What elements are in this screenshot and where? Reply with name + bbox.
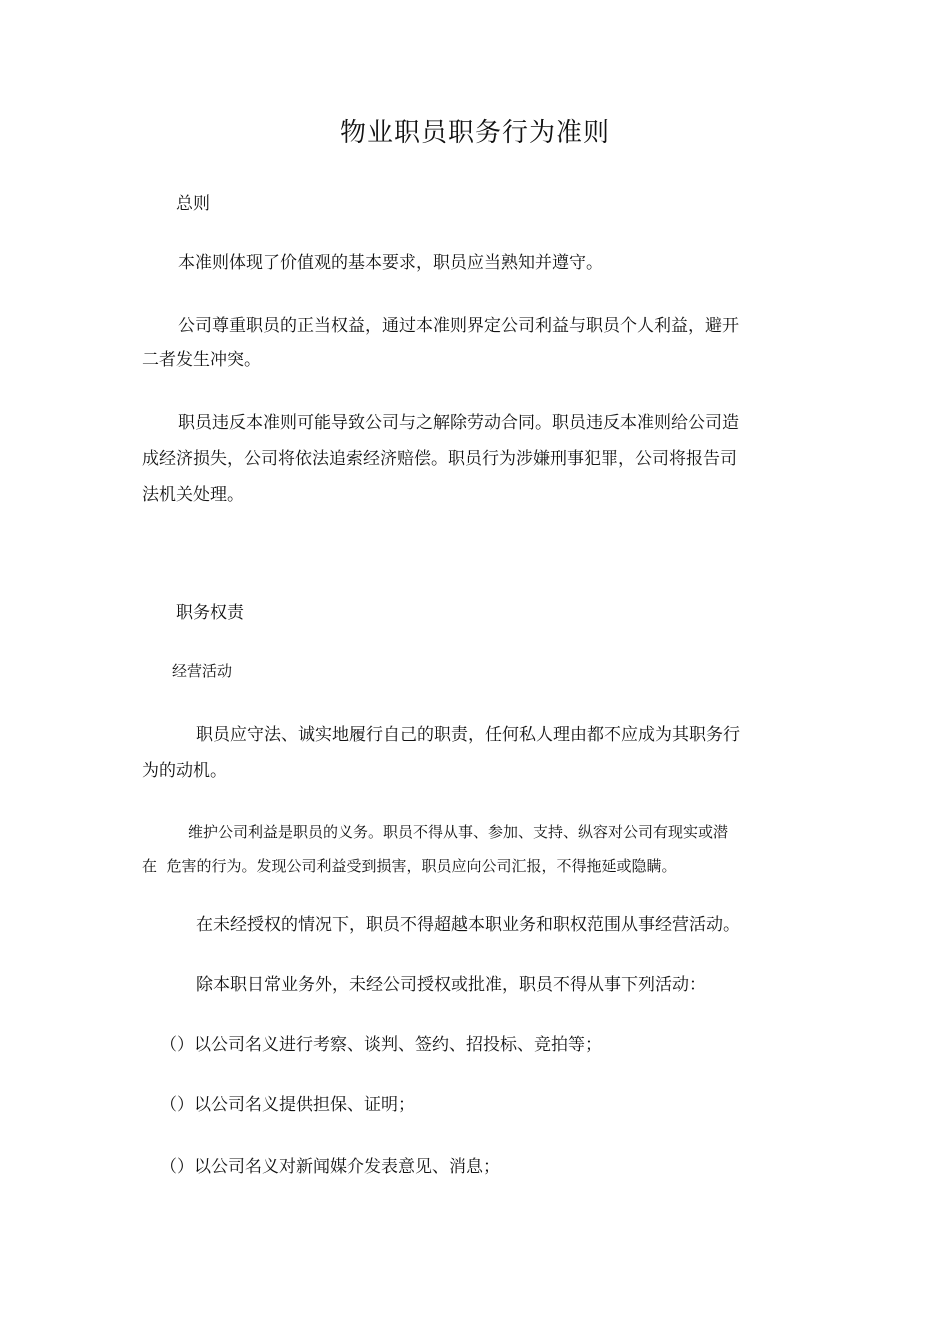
list-item: （）以公司名义进行考察、谈判、签约、招投标、竞拍等；: [160, 1035, 602, 1055]
duties-paragraph-1-line-1: 职员应守法、诚实地履行自己的职责，任何私人理由都不应成为其职务行: [196, 725, 740, 745]
duties-paragraph-2-line-2: 在 危害的行为。发现公司利益受到损害，职员应向公司汇报，不得拖延或隐瞒。: [142, 857, 677, 875]
duties-paragraph-4: 除本职日常业务外，未经公司授权或批准，职员不得从事下列活动：: [196, 975, 706, 995]
general-paragraph-3-line-3: 法机关处理。: [142, 485, 244, 505]
general-paragraph-3: [142, 405, 739, 513]
list-item: （）以公司名义提供担保、证明；: [160, 1095, 415, 1115]
general-paragraph-2-line-2: 二者发生冲突。: [142, 350, 261, 370]
list-item: （）以公司名义对新闻媒介发表意见、消息；: [160, 1157, 500, 1177]
duties-paragraph-1: [142, 717, 740, 789]
duties-paragraph-1-line-2: 为的动机。: [142, 761, 227, 781]
general-paragraph-3-line-2: 成经济损失，公司将依法追索经济赔偿。职员行为涉嫌刑事犯罪，公司将报告司: [142, 449, 737, 469]
duties-paragraph-3: 在未经授权的情况下，职员不得超越本职业务和职权范围从事经营活动。: [196, 915, 740, 935]
section-heading-general: 总则: [176, 194, 210, 214]
general-paragraph-1: 本准则体现了价值观的基本要求，职员应当熟知并遵守。: [178, 253, 603, 273]
general-paragraph-2-line-1: 公司尊重职员的正当权益，通过本准则界定公司利益与职员个人利益，避开: [178, 316, 739, 336]
subheading-business-activities: 经营活动: [172, 662, 233, 680]
general-paragraph-3-line-1: 职员违反本准则可能导致公司与之解除劳动合同。职员违反本准则给公司造: [178, 413, 739, 433]
general-paragraph-2: [142, 309, 739, 377]
document-title: 物业职员职务行为准则: [339, 118, 610, 148]
section-heading-duties: 职务权责: [176, 603, 244, 623]
duties-paragraph-2-line-1: 维护公司利益是职员的义务。职员不得从事、参加、支持、纵容对公司有现实或潜: [188, 823, 729, 841]
duties-paragraph-2: [142, 815, 728, 883]
